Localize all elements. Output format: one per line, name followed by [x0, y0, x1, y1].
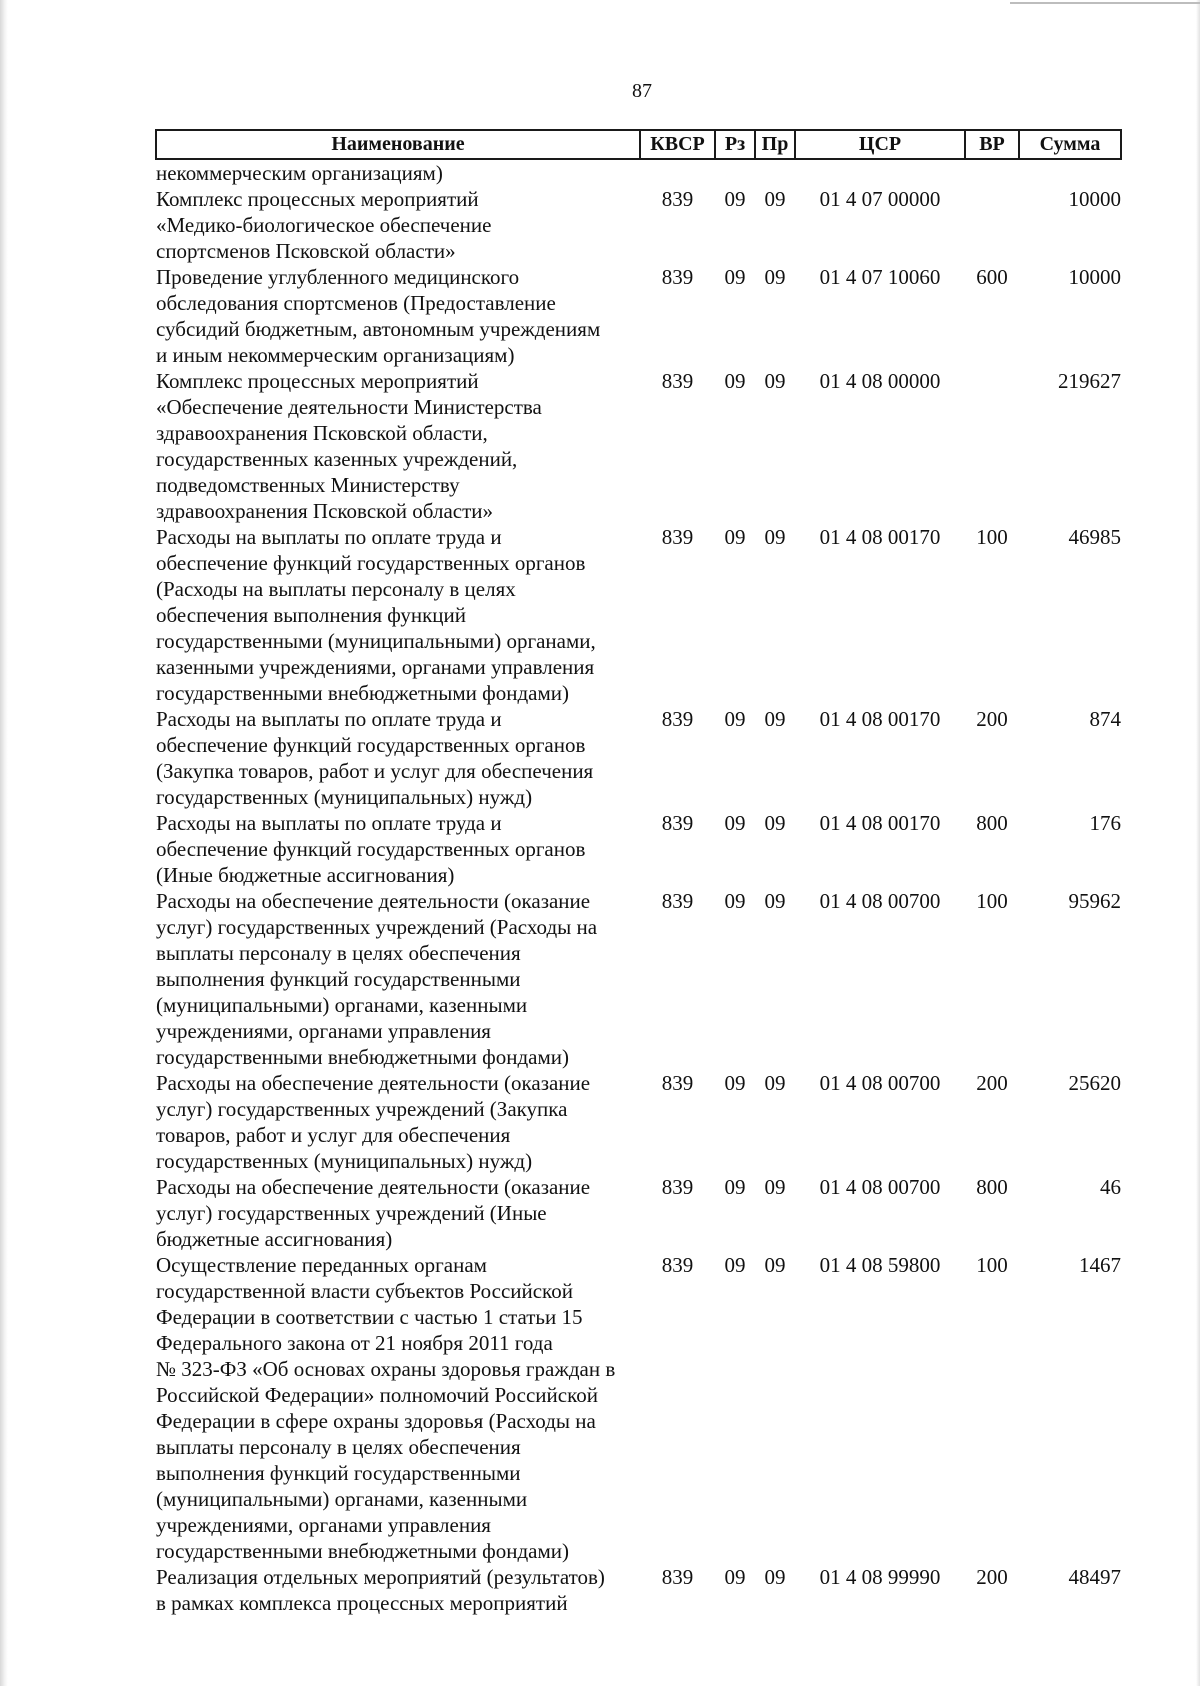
cell-vr: 100 [976, 889, 1008, 913]
cell-name-line: № 323-ФЗ «Об основах охраны здоровья граждан в [156, 1357, 616, 1381]
cell-pr: 09 [764, 811, 786, 835]
cell-name-line: подведомственных Министерству [156, 473, 460, 497]
cell-name [156, 159, 640, 186]
scan-artifact-line [1010, 2, 1200, 4]
cell-name-line: казенными учреждениями, органами управления [156, 655, 595, 679]
cell-name-line: обследования спортсменов (Предоставление [156, 291, 556, 315]
cell-rz: 09 [724, 1071, 746, 1095]
cell-sum: 10000 [1068, 265, 1121, 289]
cell-sum: 46985 [1068, 525, 1121, 549]
cell-rz: 09 [724, 889, 746, 913]
cell-sum: 219627 [1058, 369, 1121, 393]
cell-rz [715, 159, 755, 186]
cell-rz: 09 [724, 1565, 746, 1589]
scan-edge-left [0, 0, 8, 1686]
cell-vr: 800 [976, 1175, 1008, 1199]
header-row [156, 130, 1121, 159]
cell-sum: 48497 [1068, 1565, 1121, 1589]
cell-name-line: Осуществление переданных органам [156, 1253, 487, 1277]
cell-name-line: Расходы на выплаты по оплате труда и [156, 525, 502, 549]
cell-name-line: государственными внебюджетными фондами) [156, 1045, 570, 1069]
cell-name-line: обеспечение функций государственных органов [156, 733, 586, 757]
cell-csr: 01 4 08 59800 [819, 1253, 941, 1277]
cell-name [156, 1564, 640, 1616]
cell-csr: 01 4 08 00700 [819, 1071, 941, 1095]
cell-rz: 09 [724, 811, 746, 835]
cell-rz: 09 [724, 707, 746, 731]
table-row [156, 368, 1121, 524]
cell-csr: 01 4 08 00170 [819, 525, 941, 549]
cell-vr: 200 [976, 1565, 1008, 1589]
cell-name-line: Комплекс процессных мероприятий [156, 369, 479, 393]
cell-kvsr: 839 [661, 1565, 694, 1589]
cell-kvsr: 839 [661, 707, 694, 731]
header-rz: Рз [715, 130, 755, 159]
cell-csr: 01 4 07 10060 [819, 265, 941, 289]
cell-pr: 09 [764, 187, 786, 211]
cell-name-line: (муниципальными) органами, казенными [156, 1487, 528, 1511]
cell-vr: 800 [976, 811, 1008, 835]
table-row [156, 264, 1121, 368]
cell-sum [1019, 159, 1121, 186]
cell-name-line: Федерации в сфере охраны здоровья (Расходы на [156, 1409, 596, 1433]
cell-sum: 95962 [1068, 889, 1121, 913]
cell-name-line: «Обеспечение деятельности Министерства [156, 395, 542, 419]
cell-name-line: учреждениями, органами управления [156, 1513, 491, 1537]
table-row [156, 1564, 1121, 1616]
cell-vr: 600 [976, 265, 1008, 289]
cell-name-line: некоммерческим организациям) [156, 161, 443, 185]
cell-csr: 01 4 07 00000 [819, 187, 941, 211]
cell-csr: 01 4 08 00700 [819, 889, 941, 913]
cell-csr: 01 4 08 00000 [819, 369, 941, 393]
cell-kvsr: 839 [661, 1253, 694, 1277]
cell-name-line: Расходы на обеспечение деятельности (оказание [156, 889, 591, 913]
cell-name-line: выплаты персоналу в целях обеспечения [156, 941, 521, 965]
cell-sum: 46 [1100, 1175, 1121, 1199]
cell-name [156, 1174, 640, 1252]
cell-pr: 09 [764, 369, 786, 393]
cell-sum: 176 [1089, 811, 1121, 835]
table-row [156, 1174, 1121, 1252]
cell-name-line: Расходы на обеспечение деятельности (оказание [156, 1175, 591, 1199]
cell-name-line: Российской Федерации» полномочий Российской [156, 1383, 598, 1407]
table-row [156, 524, 1121, 706]
cell-name-line: здравоохранения Псковской области» [156, 499, 493, 523]
cell-vr [965, 186, 1019, 264]
cell-kvsr: 839 [661, 811, 694, 835]
cell-name-line: субсидий бюджетным, автономным учреждениям [156, 317, 601, 341]
cell-name-line: Расходы на выплаты по оплате труда и [156, 707, 502, 731]
scan-edge-right [1196, 0, 1200, 1686]
cell-pr: 09 [764, 265, 786, 289]
cell-name [156, 524, 640, 706]
cell-rz: 09 [724, 265, 746, 289]
cell-rz: 09 [724, 1253, 746, 1277]
cell-csr: 01 4 08 00170 [819, 811, 941, 835]
budget-table-sheet [155, 129, 1120, 1616]
cell-name-line: здравоохранения Псковской области, [156, 421, 488, 445]
header-name: Наименование [156, 130, 640, 159]
cell-name-line: выполнения функций государственными [156, 967, 521, 991]
cell-kvsr: 839 [661, 525, 694, 549]
cell-kvsr: 839 [661, 1071, 694, 1095]
cell-pr: 09 [764, 1253, 786, 1277]
cell-kvsr [640, 159, 715, 186]
cell-name-line: государственных (муниципальных) нужд) [156, 1149, 533, 1173]
cell-name-line: государственными внебюджетными фондами) [156, 1539, 570, 1563]
cell-vr: 100 [976, 525, 1008, 549]
cell-pr: 09 [764, 1175, 786, 1199]
table-row [156, 186, 1121, 264]
cell-name-line: государственных казенных учреждений, [156, 447, 518, 471]
cell-name [156, 810, 640, 888]
cell-name-line: Федерального закона от 21 ноября 2011 года [156, 1331, 553, 1355]
cell-name-line: (Расходы на выплаты персоналу в целях [156, 577, 516, 601]
header-kvsr: КВСР [640, 130, 715, 159]
cell-name-line: (муниципальными) органами, казенными [156, 993, 528, 1017]
cell-name-line: Расходы на выплаты по оплате труда и [156, 811, 502, 835]
cell-name-line: в рамках комплекса процессных мероприятий [156, 1591, 568, 1615]
cell-name-line: государственной власти субъектов Российской [156, 1279, 573, 1303]
table-row [156, 1252, 1121, 1564]
cell-sum: 1467 [1079, 1253, 1121, 1277]
cell-rz: 09 [724, 525, 746, 549]
cell-vr: 200 [976, 707, 1008, 731]
table-row [156, 810, 1121, 888]
cell-name-line: услуг) государственных учреждений (Расходы на [156, 915, 598, 939]
cell-name-line: обеспечение функций государственных органов [156, 551, 586, 575]
table-row [156, 888, 1121, 1070]
header-sum: Сумма [1019, 130, 1121, 159]
header-csr: ЦСР [795, 130, 965, 159]
table-row [156, 1070, 1121, 1174]
cell-name-line: выполнения функций государственными [156, 1461, 521, 1485]
cell-name-line: товаров, работ и услуг для обеспечения [156, 1123, 511, 1147]
cell-vr: 200 [976, 1071, 1008, 1095]
cell-name [156, 264, 640, 368]
cell-rz: 09 [724, 1175, 746, 1199]
cell-pr: 09 [764, 889, 786, 913]
cell-rz: 09 [724, 369, 746, 393]
table-row [156, 706, 1121, 810]
cell-name-line: услуг) государственных учреждений (Закупка [156, 1097, 568, 1121]
cell-name-line: государственными (муниципальными) органами, [156, 629, 596, 653]
header-pr: Пр [755, 130, 795, 159]
budget-table [155, 129, 1122, 1616]
cell-name-line: и иным некоммерческим организациям) [156, 343, 515, 367]
cell-kvsr: 839 [661, 369, 694, 393]
cell-pr: 09 [764, 707, 786, 731]
cell-name-line: спортсменов Псковской области» [156, 239, 456, 263]
header-vr: ВР [965, 130, 1019, 159]
cell-name-line: Федерации в соответствии с частью 1 статьи 15 [156, 1305, 583, 1329]
cell-name-line: государственных (муниципальных) нужд) [156, 785, 533, 809]
cell-name-line: государственными внебюджетными фондами) [156, 681, 570, 705]
cell-name-line: бюджетные ассигнования) [156, 1227, 393, 1251]
cell-csr [795, 159, 965, 186]
cell-name-line: услуг) государственных учреждений (Иные [156, 1201, 547, 1225]
cell-sum: 25620 [1068, 1071, 1121, 1095]
cell-csr: 01 4 08 00170 [819, 707, 941, 731]
cell-name-line: (Иные бюджетные ассигнования) [156, 863, 455, 887]
cell-sum: 10000 [1068, 187, 1121, 211]
cell-name [156, 888, 640, 1070]
cell-pr: 09 [764, 1071, 786, 1095]
cell-name-line: (Закупка товаров, работ и услуг для обеспечения [156, 759, 594, 783]
page-number: 87 [632, 80, 652, 102]
cell-kvsr: 839 [661, 889, 694, 913]
cell-vr: 100 [976, 1253, 1008, 1277]
cell-csr: 01 4 08 99990 [819, 1565, 941, 1589]
cell-pr: 09 [764, 525, 786, 549]
cell-kvsr: 839 [661, 187, 694, 211]
table-body [156, 159, 1121, 1616]
table-row [156, 159, 1121, 186]
cell-name-line: Комплекс процессных мероприятий [156, 187, 479, 211]
cell-name-line: Проведение углубленного медицинского [156, 265, 520, 289]
cell-vr [965, 159, 1019, 186]
cell-name [156, 706, 640, 810]
cell-name-line: обеспечения выполнения функций [156, 603, 467, 627]
cell-name-line: выплаты персоналу в целях обеспечения [156, 1435, 521, 1459]
cell-name [156, 186, 640, 264]
cell-csr: 01 4 08 00700 [819, 1175, 941, 1199]
cell-name [156, 1070, 640, 1174]
cell-name-line: Расходы на обеспечение деятельности (оказание [156, 1071, 591, 1095]
cell-name [156, 1252, 640, 1564]
cell-name [156, 368, 640, 524]
cell-pr: 09 [764, 1565, 786, 1589]
cell-kvsr: 839 [661, 265, 694, 289]
cell-name-line: обеспечение функций государственных органов [156, 837, 586, 861]
table-header [156, 130, 1121, 159]
cell-pr [755, 159, 795, 186]
cell-name-line: Реализация отдельных мероприятий (результатов) [156, 1565, 605, 1589]
cell-vr [965, 368, 1019, 524]
cell-name-line: «Медико-биологическое обеспечение [156, 213, 492, 237]
cell-rz: 09 [724, 187, 746, 211]
cell-sum: 874 [1089, 707, 1121, 731]
cell-kvsr: 839 [661, 1175, 694, 1199]
cell-name-line: учреждениями, органами управления [156, 1019, 491, 1043]
